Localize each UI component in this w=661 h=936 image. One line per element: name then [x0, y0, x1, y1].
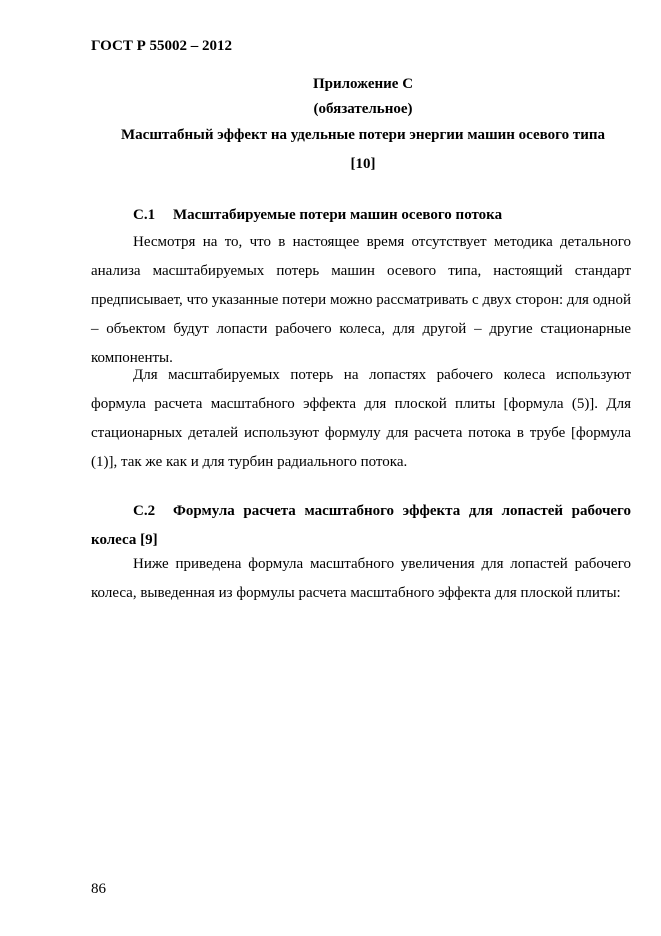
page-number: 86 [91, 881, 106, 897]
appendix-heading-line1: Масштабный эффект на удельные потери энергии машин осевого типа [121, 127, 605, 143]
standard-header: ГОСТ Р 55002 – 2012 [91, 38, 233, 54]
paragraph-c1-1: Несмотря на то, что в настоящее время отсутствует методика детального анализа масштабируемых потерь машин осевого типа, настоящий стандарт предписывает, что указанные потери можно рассматривать с двух сторон: для одной – объектом будут лопасти рабочего колеса, для другой – другие стационарные компоненты. [91, 234, 631, 366]
paragraph-c1-2: Для масштабируемых потерь на лопастях рабочего колеса используют формула расчета масштабного эффекта для плоской плиты [формула (5)]. Для стационарных деталей используют формулу для расчета потока в трубе [формула (1)], так же как и для турбин радиального потока. [91, 367, 631, 470]
section-title: Формула расчета масштабного эффекта для лопастей рабочего колеса [9] [91, 503, 631, 548]
section-number: С.2 [133, 503, 156, 519]
appendix-status: (обязательное) [313, 101, 413, 117]
section-heading-c2 [91, 497, 631, 555]
section-heading-c1 [133, 207, 633, 224]
paragraph-c2-1: Ниже приведена формула масштабного увеличения для лопастей рабочего колеса, выведенная из формулы расчета масштабного эффекта для плоской плиты: [91, 556, 631, 601]
section-number: С.1 [133, 207, 156, 223]
section-title: Масштабируемые потери машин осевого потока [173, 207, 503, 223]
appendix-heading-line2: [10] [350, 156, 376, 172]
appendix-title: Приложение С [312, 76, 414, 92]
